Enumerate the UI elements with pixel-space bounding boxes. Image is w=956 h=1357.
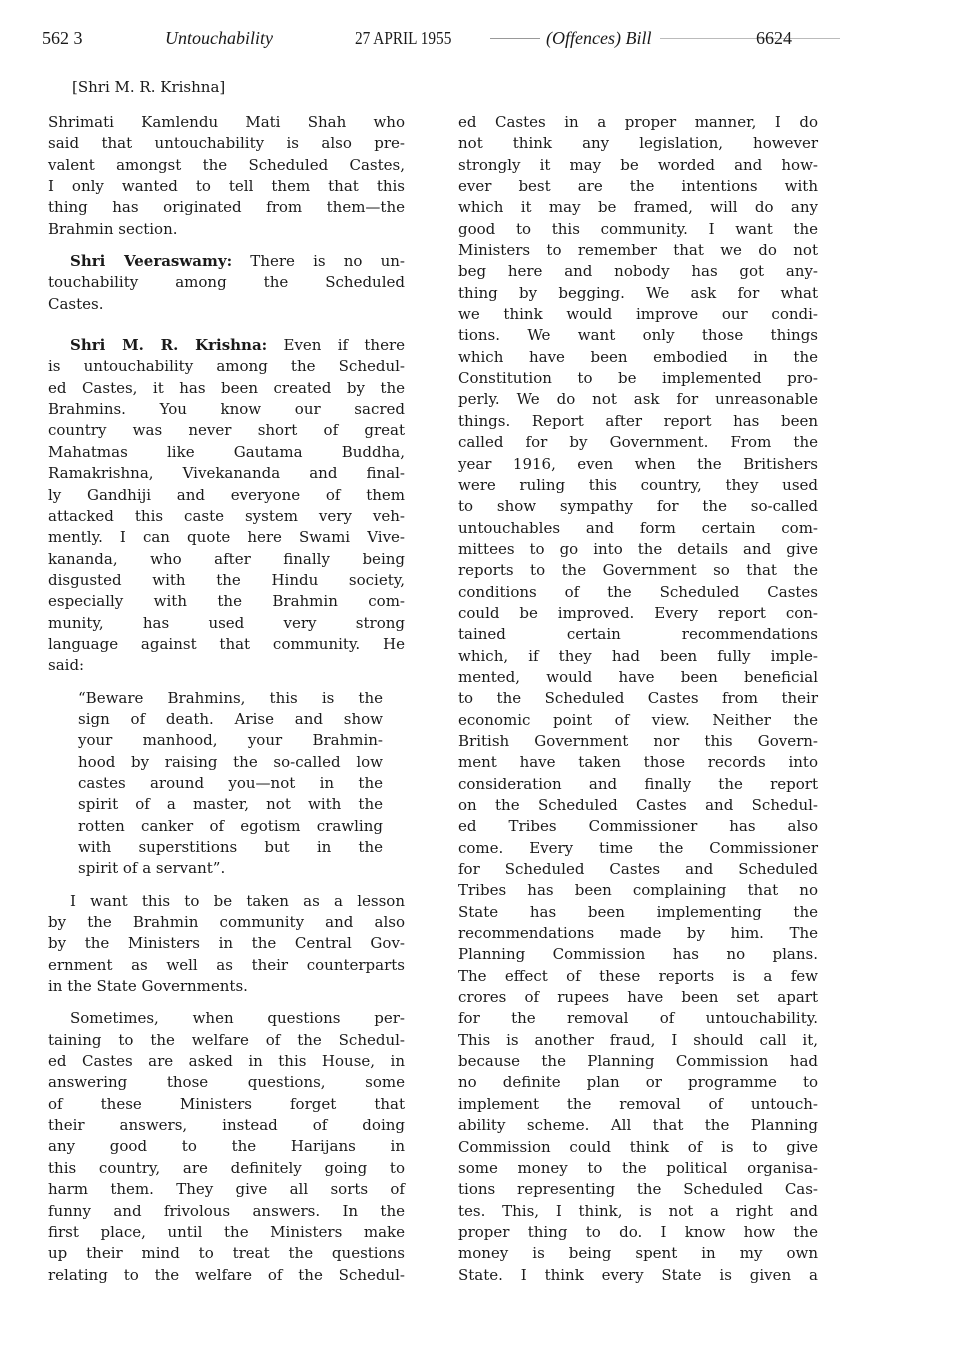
text-line: Ministers to remember that we do not [458, 241, 818, 260]
text-line: Shri M. R. Krishna: Even if there [70, 336, 405, 355]
text-line: ever best are the intentions with [458, 177, 818, 196]
text-line: good to this community. I want the [458, 219, 818, 238]
text-line: strongly it may be worded and how- [458, 155, 818, 174]
text-line: could be improved. Every report con- [458, 603, 818, 622]
text-line: money is being spent in my own [458, 1244, 818, 1263]
text-line: valent amongst the Scheduled Castes, [48, 155, 405, 174]
text-line: economic point of view. Neither the [458, 710, 818, 729]
text-line: ed Castes, it has been created by the [48, 378, 405, 397]
text-line: to show sympathy for the so-called [458, 497, 818, 516]
text-line: I want this to be taken as a lesson [70, 891, 405, 910]
text-line: castes around you—not in the [78, 773, 383, 792]
text-line: tions representing the Scheduled Cas- [458, 1180, 818, 1199]
text-line: spirit of a master, not with the [78, 795, 383, 814]
text-line: because the Planning Commission had [458, 1052, 818, 1071]
text-line: year 1916, even when the Britishers [458, 454, 818, 473]
text-line: mently. I can quote here Swami Vive- [48, 528, 405, 547]
text-line: Shrimati Kamlendu Mati Shah who [48, 113, 405, 131]
text-line: in the State Governments. [48, 977, 248, 996]
running-title: Untouchability [165, 28, 273, 48]
text-line: up their mind to treat the questions [48, 1244, 405, 1263]
text-line: touchability among the Scheduled [48, 273, 405, 292]
text-line: mittees to go into the details and give [458, 539, 818, 558]
text-line: first place, until the Ministers make [48, 1222, 405, 1241]
text-line: tained certain recommendations [458, 625, 818, 644]
text-line: answering those questions, some [48, 1073, 405, 1092]
text-line: thing has originated from them—the [48, 198, 405, 217]
text-line: recommendations made by him. The [458, 924, 818, 943]
text-line: their answers, instead of doing [48, 1116, 405, 1135]
text-line: which it may be framed, will do any [458, 198, 818, 217]
text-line: some money to the political organisa- [458, 1158, 818, 1177]
text-line: ernment as well as their counterparts [48, 955, 405, 974]
paragraph [48, 1008, 405, 1285]
text-line: rotten canker of egotism crawling [78, 816, 383, 835]
text-line: State. I think every State is given a [458, 1265, 818, 1284]
paragraph [48, 891, 405, 998]
text-line: tes. This, I think, is not a right and [458, 1201, 818, 1220]
text-line: untouchables and form certain com- [458, 518, 818, 537]
text-line: conditions of the Scheduled Castes [458, 582, 818, 601]
text-line: Castes. [48, 294, 104, 313]
text-line: Brahmins. You know our sacred [48, 400, 405, 419]
paragraph [48, 335, 405, 677]
header-date: 27 APRIL 1955 [355, 28, 452, 48]
text-line: tions. We want only those things [458, 326, 818, 345]
text-line: State has been implementing the [458, 902, 818, 921]
text-line: kananda, who after finally being [48, 549, 405, 568]
text-line: your manhood, your Brahmin- [78, 731, 383, 750]
paragraph [48, 112, 405, 240]
text-line: ed Castes in a proper manner, I do [458, 113, 818, 131]
text-line: things. Report after report has been [458, 411, 818, 430]
text-line: were ruling this country, they used [458, 475, 818, 494]
left-column [48, 112, 405, 1297]
text-line: to the Scheduled Castes from their [458, 689, 818, 708]
text-line: hood by raising the so-called low [78, 752, 383, 771]
text-line: which have been embodied in the [458, 347, 818, 366]
text-line: for Scheduled Castes and Scheduled [458, 860, 818, 879]
text-line: sign of death. Arise and show [78, 709, 383, 728]
text-line: attacked this caste system very veh- [48, 506, 405, 525]
text-line: Commission could think of is to give [458, 1137, 818, 1156]
text-line: implement the removal of untouch- [458, 1094, 818, 1113]
text-line: this country, are definitely going to [48, 1158, 405, 1177]
text-line: Sometimes, when questions per- [70, 1009, 405, 1028]
text-line: of these Ministers forget that [48, 1094, 405, 1113]
page-number-left: 562 3 [42, 28, 83, 48]
text-line: Ramakrishna, Vivekananda and final- [48, 464, 405, 483]
text-line: is untouchability among the Schedul- [48, 357, 405, 376]
text-line: spirit of a servant”. [78, 859, 226, 878]
page-number-right: 6624 [756, 28, 792, 48]
paragraph [48, 251, 405, 315]
text-line: no definite plan or programme to [458, 1073, 818, 1092]
text-line: country was never short of great [48, 421, 405, 440]
text-line: crores of rupees have been set apart [458, 988, 818, 1007]
text-line: by the Brahmin community and also [48, 913, 405, 932]
text-line: ed Castes are asked in this House, in [48, 1052, 405, 1071]
speaker-name: Shri M. R. Krishna: [70, 336, 268, 355]
text-line: called for by Government. From the [458, 433, 818, 452]
text-line: especially with the Brahmin com- [48, 592, 405, 611]
text-line: beg here and nobody has got any- [458, 262, 818, 281]
header-rule [660, 38, 840, 39]
text-line: by the Ministers in the Central Gov- [48, 934, 405, 953]
text-line: we think would improve our condi- [458, 305, 818, 324]
text-line: language against that community. He [48, 634, 405, 653]
text-line: relating to the welfare of the Schedul- [48, 1265, 405, 1284]
paragraph [458, 112, 818, 1286]
text-line: funny and frivolous answers. In the [48, 1201, 405, 1220]
text-line: Brahmin section. [48, 219, 178, 238]
text-line: come. Every time the Commissioner [458, 838, 818, 857]
text-line: on the Scheduled Castes and Schedul- [458, 796, 818, 814]
text-line: Planning Commission has no plans. [458, 945, 818, 964]
text-line: said that untouchability is also pre- [48, 134, 405, 153]
text-line: reports to the Government so that the [458, 561, 818, 580]
text-line: which, if they had been fully imple- [458, 646, 818, 665]
text-line: The effect of these reports is a few [458, 966, 818, 985]
text-line: ability scheme. All that the Planning [458, 1116, 818, 1135]
text-line: ment have taken those records into [458, 753, 818, 772]
text-line: mented, would have been beneficial [458, 667, 818, 686]
text-line: consideration and finally the report [458, 774, 818, 793]
block-quote [48, 688, 405, 880]
speaker-tag: [Shri M. R. Krishna] [72, 78, 226, 96]
text-line: I only wanted to tell them that this [48, 177, 405, 196]
text-line: British Government nor this Govern- [458, 731, 818, 750]
text-line: Mahatmas like Gautama Buddha, [48, 442, 405, 461]
header-bill: (Offences) Bill [546, 28, 652, 48]
right-column [458, 112, 818, 1297]
text-line: Tribes has been complaining that no [458, 881, 818, 900]
text-line: said: [48, 656, 85, 675]
text-line: disgusted with the Hindu society, [48, 570, 405, 589]
text-line: This is another fraud, I should call it, [458, 1030, 818, 1049]
speaker-name: Shri Veeraswamy: [70, 252, 233, 271]
text-line: for the removal of untouchability. [458, 1009, 818, 1028]
text-line: taining to the welfare of the Schedul- [48, 1030, 405, 1049]
text-line: Shri Veeraswamy: There is no un- [70, 252, 405, 271]
text-line: proper thing to do. I know how the [458, 1222, 818, 1241]
header-rule [490, 38, 540, 39]
text-line: Constitution to be implemented pro- [458, 369, 818, 388]
text-line: ly Gandhiji and everyone of them [48, 485, 405, 504]
text-line: harm them. They give all sorts of [48, 1180, 405, 1199]
text-line: “Beware Brahmins, this is the [78, 688, 383, 707]
text-line: ed Tribes Commissioner has also [458, 817, 818, 836]
text-line: thing by begging. We ask for what [458, 283, 818, 302]
text-line: not think any legislation, however [458, 134, 818, 153]
text-line: munity, has used very strong [48, 613, 405, 632]
text-line: with superstitions but in the [78, 838, 383, 856]
text-line: any good to the Harijans in [48, 1137, 405, 1156]
text-line: perly. We do not ask for unreasonable [458, 390, 818, 409]
